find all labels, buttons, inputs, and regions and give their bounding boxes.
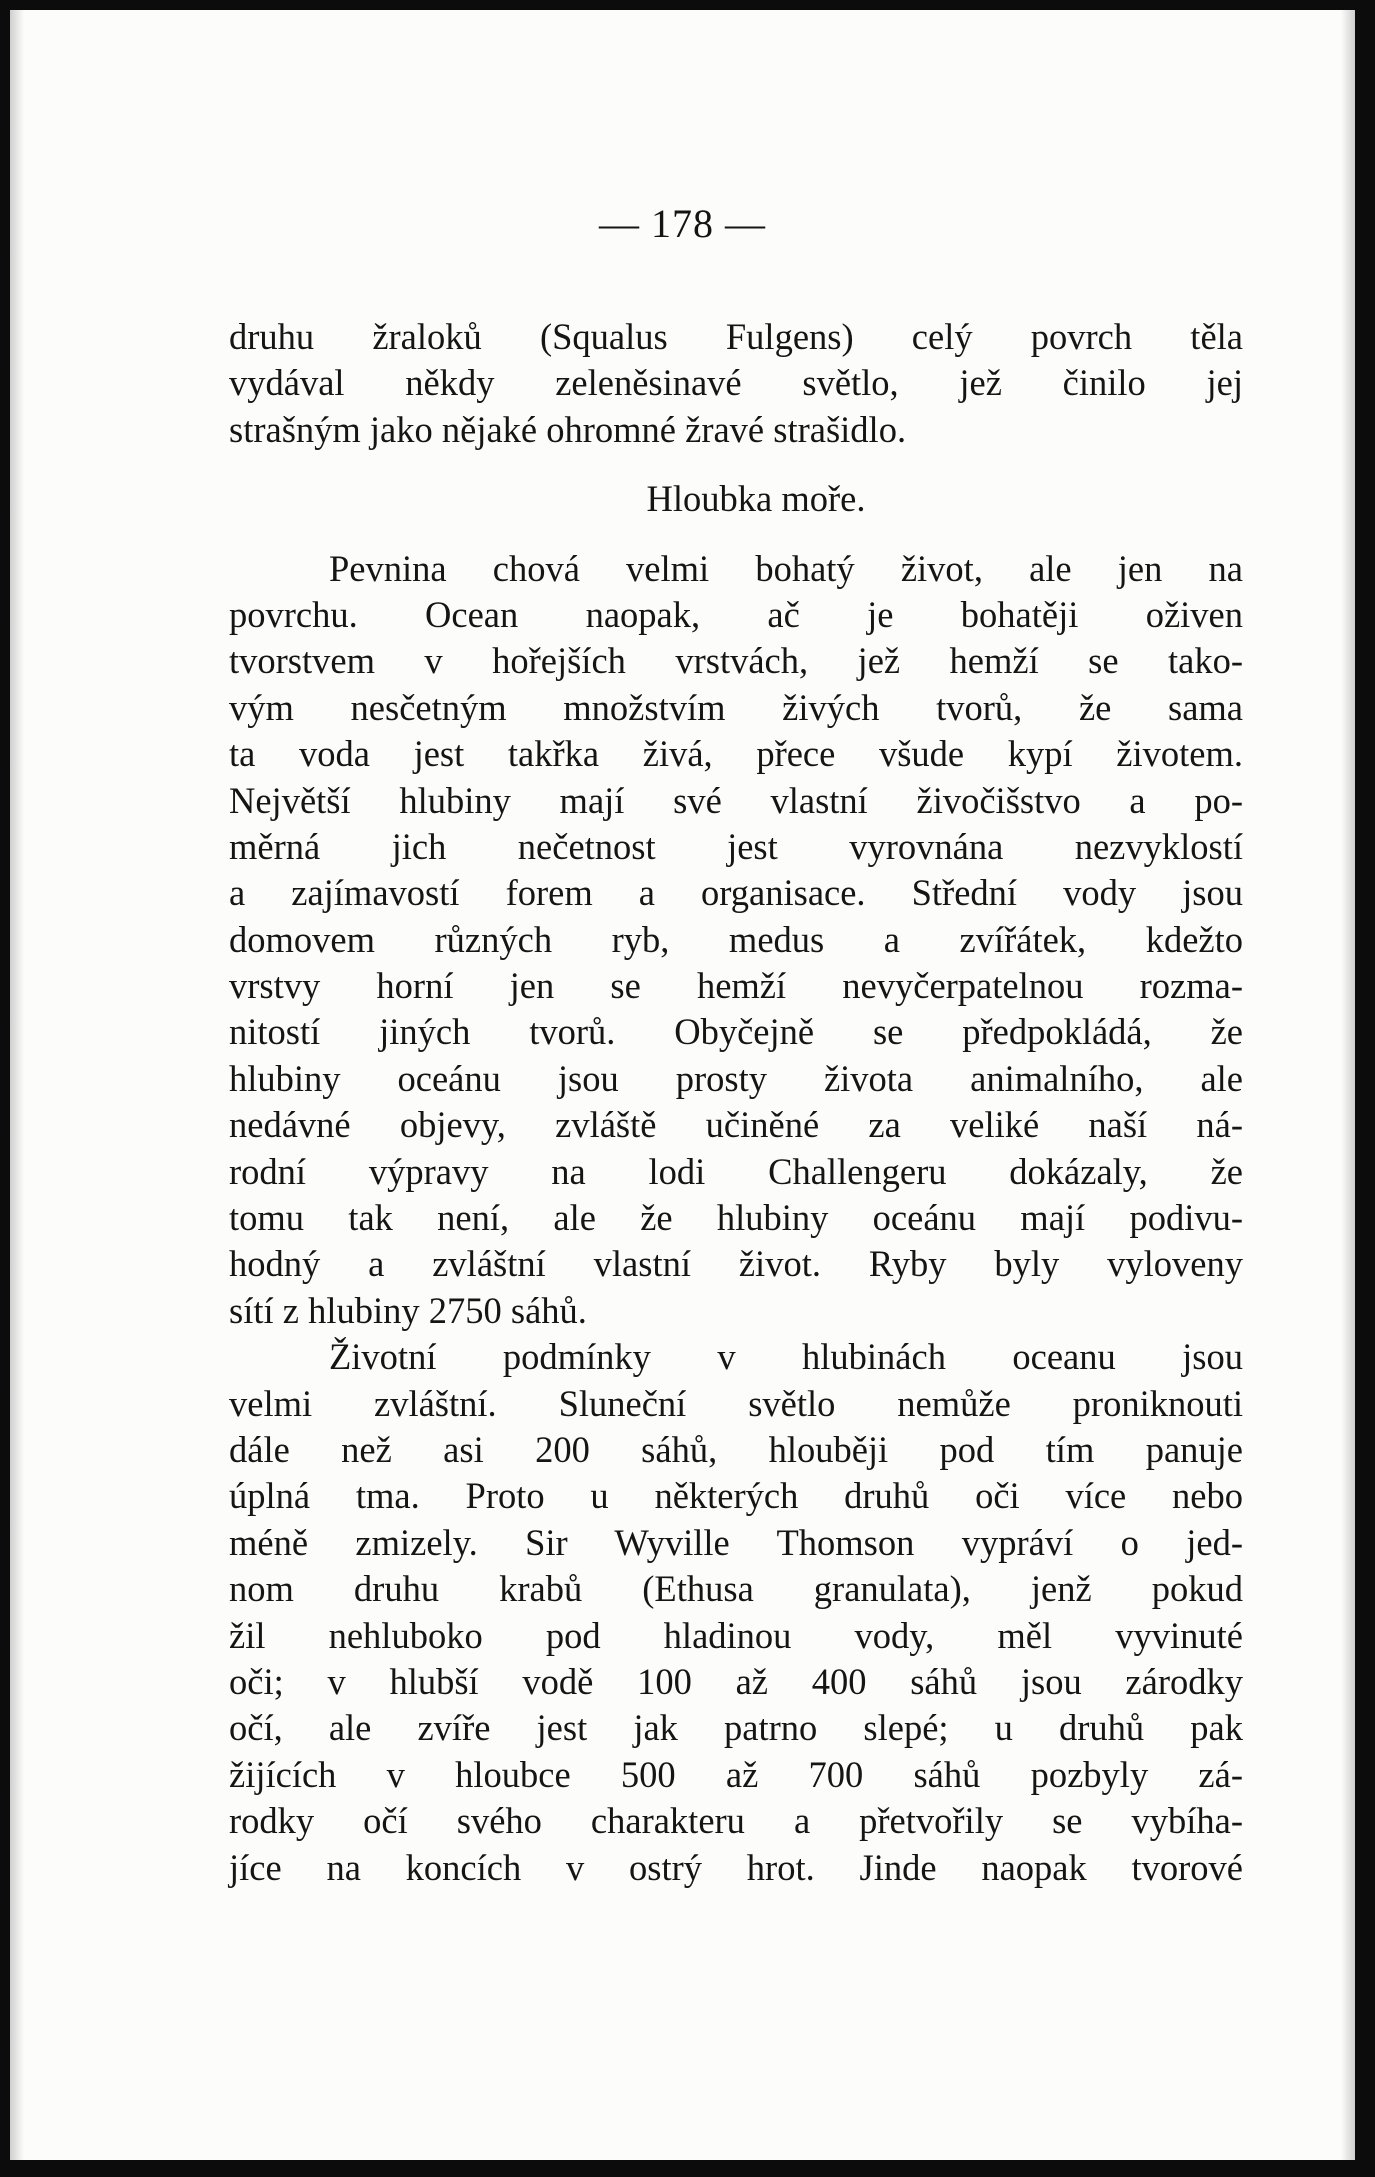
text-line: hodný a zvláštní vlastní život. Ryby byly vyloveny — [229, 1243, 1243, 1285]
text-line: vým nesčetným množstvím živých tvorů, že sama — [229, 686, 1243, 728]
text-line: dále než asi 200 sáhů, hlouběji pod tím panuje — [229, 1428, 1243, 1470]
paragraph — [229, 1334, 1243, 1891]
text-line: tvorstvem v hořejších vrstvách, jež hemží se tako- — [229, 640, 1243, 682]
text-line: nitostí jiných tvorů. Obyčejně se předpokládá, že — [229, 1011, 1243, 1053]
text-line: nedávné objevy, zvláště učiněné za veliké naší ná- — [229, 1104, 1243, 1146]
text-line: žijících v hloubce 500 až 700 sáhů pozbyly zá- — [229, 1753, 1243, 1795]
text-line: očí, ale zvíře jest jak patrno slepé; u druhů pak — [229, 1707, 1243, 1749]
text-line: rodní výpravy na lodi Challengeru dokázaly, že — [229, 1150, 1243, 1192]
text-line: povrchu. Ocean naopak, ač je bohatěji oživen — [229, 593, 1243, 635]
text-line: vrstvy horní jen se hemží nevyčerpatelnou rozma- — [229, 965, 1243, 1007]
text-line: úplná tma. Proto u některých druhů oči více nebo — [229, 1475, 1243, 1517]
text-line: ta voda jest takřka živá, přece všude kypí životem. — [229, 733, 1243, 775]
text-line: Největší hlubiny mají své vlastní živočišstvo a po- — [229, 779, 1243, 821]
text-line: sítí z hlubiny 2750 sáhů. — [229, 1289, 587, 1331]
text-line: oči; v hlubší vodě 100 až 400 sáhů jsou zárodky — [229, 1660, 1243, 1702]
text-line: Životní podmínky v hlubinách oceanu jsou — [329, 1336, 1243, 1378]
text-line: vydával někdy zeleněsinavé světlo, jež činilo jej — [229, 362, 1243, 404]
section-heading: Hloubka moře. — [646, 478, 866, 520]
page-body — [229, 314, 1243, 1891]
text-line: Pevnina chová velmi bohatý život, ale jen na — [329, 547, 1243, 589]
text-line: rodky očí svého charakteru a přetvořily se vybíha- — [229, 1800, 1243, 1842]
text-line: žil nehluboko pod hladinou vody, měl vyvinuté — [229, 1614, 1243, 1656]
text-line: velmi zvláštní. Sluneční světlo nemůže proniknouti — [229, 1382, 1243, 1424]
text-line: nom druhu krabů (Ethusa granulata), jenž pokud — [229, 1568, 1243, 1610]
text-line: méně zmizely. Sir Wyville Thomson vypráví o jed- — [229, 1521, 1243, 1563]
paragraph — [229, 546, 1243, 1335]
text-line: jíce na koncích v ostrý hrot. Jinde naopak tvorové — [229, 1846, 1243, 1888]
text-line: měrná jich nečetnost jest vyrovnána nezvyklostí — [229, 825, 1243, 867]
text-line: hlubiny oceánu jsou prosty života animalního, ale — [229, 1057, 1243, 1099]
page-number: — 178 — — [599, 201, 766, 246]
text-line: druhu žraloků (Squalus Fulgens) celý povrch těla — [229, 316, 1243, 357]
text-line: a zajímavostí forem a organisace. Střední vody jsou — [229, 872, 1243, 914]
book-page — [10, 10, 1355, 2160]
text-line: domovem různých ryb, medus a zvířátek, kdežto — [229, 918, 1243, 960]
text-line: strašným jako nějaké ohromné žravé strašidlo. — [229, 408, 907, 450]
page-edge-shadow-right — [1341, 10, 1355, 2160]
text-line: tomu tak není, ale že hlubiny oceánu mají podivu- — [229, 1197, 1243, 1239]
page-edge-shadow-left — [10, 10, 24, 2160]
paragraph — [229, 314, 1243, 453]
